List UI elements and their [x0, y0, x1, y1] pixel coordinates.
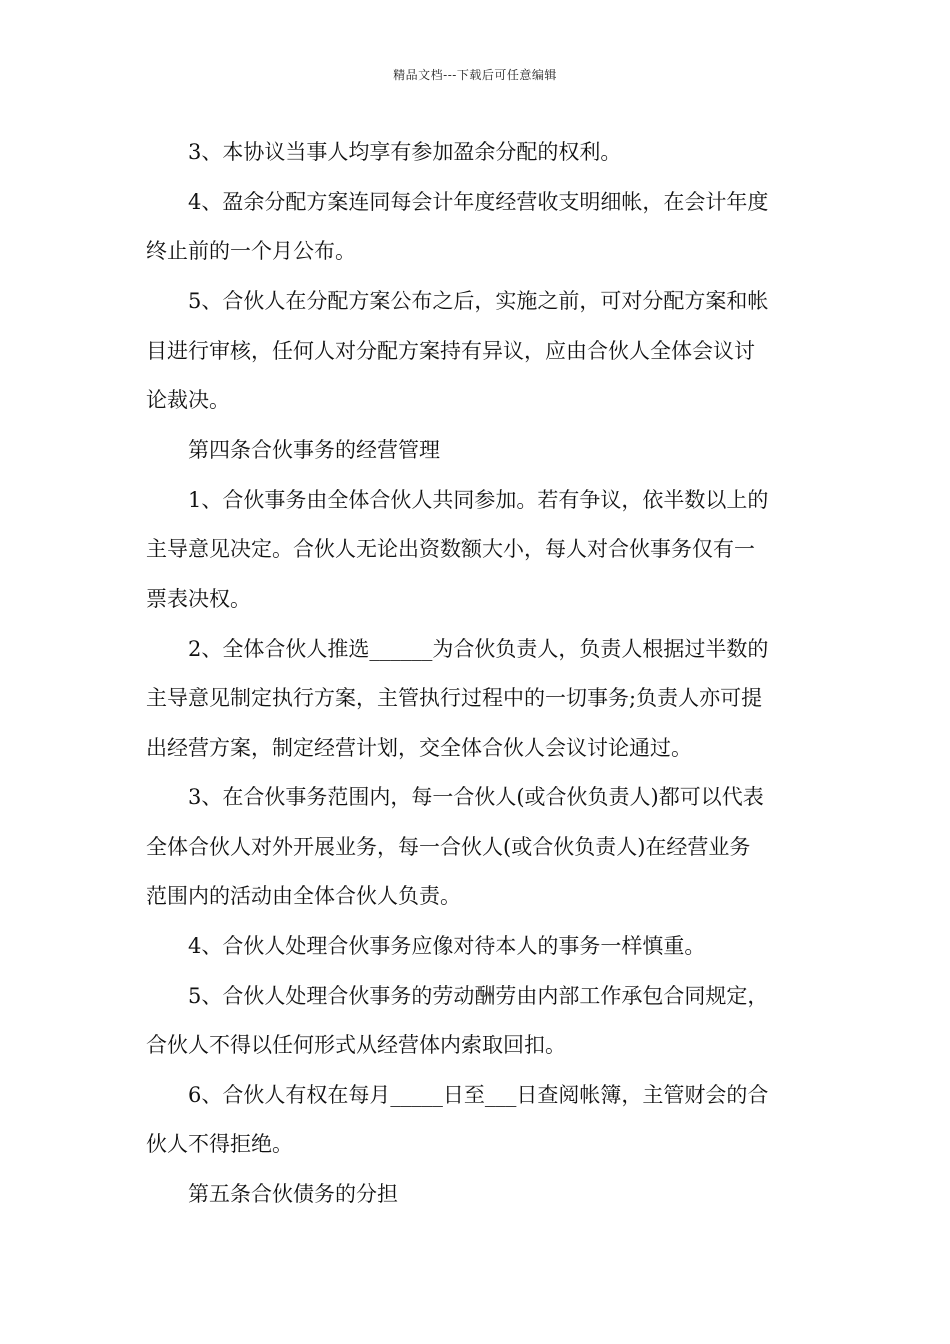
paragraph-line: 6、合伙人有权在每月_____日至___日查阅帐簿，主管财会的合: [188, 1083, 769, 1107]
paragraph-line: 1、合伙事务由全体合伙人共同参加。若有争议，依半数以上的: [188, 488, 769, 512]
paragraph-line: 4、盈余分配方案连同每会计年度经营收支明细帐，在会计年度: [188, 190, 769, 214]
paragraph-line: 票表决权。: [146, 587, 251, 611]
paragraph-line: 终止前的一个月公布。: [146, 239, 356, 263]
paragraph-line: 主导意见决定。合伙人无论出资数额大小，每人对合伙事务仅有一: [146, 537, 755, 561]
paragraph-line: 5、合伙人在分配方案公布之后，实施之前，可对分配方案和帐: [188, 289, 769, 313]
paragraph-line: 出经营方案，制定经营计划，交全体合伙人会议讨论通过。: [146, 736, 692, 760]
page-header: 精品文档---下载后可任意编辑: [393, 68, 557, 82]
paragraph-line: 合伙人不得以任何形式从经营体内索取回扣。: [146, 1033, 566, 1057]
paragraph-line: 论裁决。: [146, 388, 230, 412]
paragraph-line: 目进行审核，任何人对分配方案持有异议，应由合伙人全体会议讨: [146, 339, 755, 363]
paragraph-line: 4、合伙人处理合伙事务应像对待本人的事务一样慎重。: [188, 934, 706, 958]
paragraph-line: 主导意见制定执行方案，主管执行过程中的一切事务;负责人亦可提: [146, 686, 763, 710]
paragraph-line: 5、合伙人处理合伙事务的劳动酬劳由内部工作承包合同规定，: [188, 984, 769, 1008]
paragraph-line: 伙人不得拒绝。: [146, 1132, 293, 1156]
section-heading: 第五条合伙债务的分担: [188, 1182, 398, 1206]
section-heading: 第四条合伙事务的经营管理: [188, 438, 440, 462]
paragraph-line: 3、在合伙事务范围内，每一合伙人(或合伙负责人)都可以代表: [188, 785, 764, 809]
paragraph-line: 2、全体合伙人推选______为合伙负责人，负责人根据过半数的: [188, 637, 769, 661]
paragraph-line: 范围内的活动由全体合伙人负责。: [146, 884, 461, 908]
paragraph-line: 全体合伙人对外开展业务，每一合伙人(或合伙负责人)在经营业务: [146, 835, 751, 859]
paragraph-line: 3、本协议当事人均享有参加盈余分配的权利。: [188, 140, 622, 164]
